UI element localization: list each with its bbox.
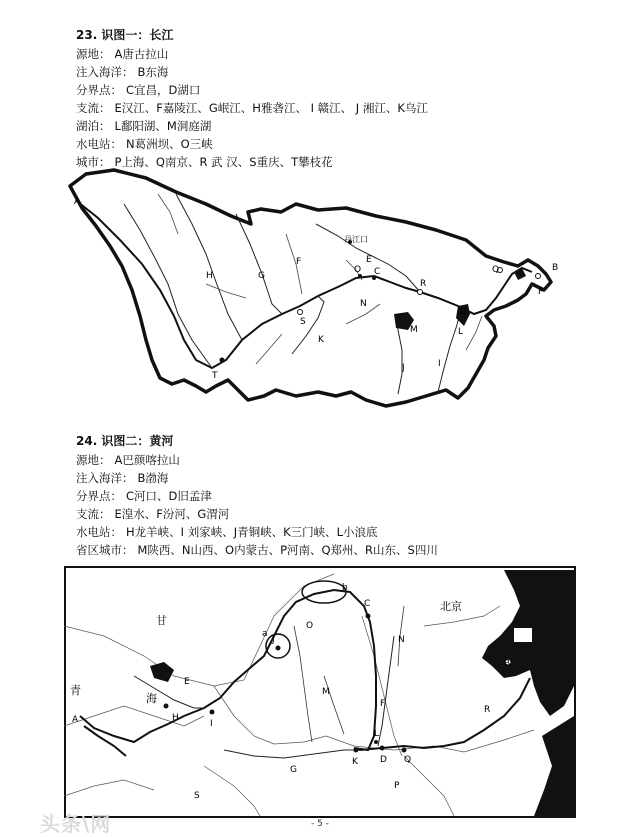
dot-k (354, 748, 359, 753)
map-label: I (438, 359, 441, 369)
division-line: 分界点： C河口、D旧孟津 (76, 489, 212, 503)
section-heading: 24. 识图二：黄河 (76, 434, 174, 448)
map-label: K (318, 335, 324, 345)
map-label: H (206, 271, 213, 281)
page-number: - 5 - (311, 819, 329, 829)
ocean-line: 注入海洋： B东海 (76, 65, 169, 79)
dot-l (374, 740, 378, 744)
map-label: F (296, 257, 302, 267)
map-label: Q (404, 755, 412, 765)
map-label: S (194, 791, 200, 801)
map-label: C (374, 267, 381, 277)
map-label: P (394, 781, 400, 791)
yellow-river-section (76, 432, 438, 559)
tributary-minor-1 (158, 194, 178, 234)
dot-d (380, 746, 385, 751)
city-dot-p (536, 274, 541, 279)
map-label: H (172, 713, 179, 723)
island-box (514, 628, 532, 642)
ocean-line: 注入海洋： B渤海 (76, 471, 169, 485)
map-label: P (538, 287, 544, 297)
tributary-k (292, 296, 324, 354)
map-label: R (420, 279, 427, 289)
map-label: E (366, 255, 372, 265)
watermark: 头条\网 (40, 812, 112, 836)
map-label: F (380, 699, 386, 709)
dot-h (164, 704, 169, 709)
city-dot-t (220, 358, 225, 363)
map-label: M (322, 687, 330, 697)
map-label: O (354, 265, 362, 275)
tributary-i (438, 314, 460, 392)
tributary-line: 支流： E汉江、F嘉陵江、G岷江、H雅砻江、 I 赣江、 J 湘江、K乌江 (76, 101, 428, 115)
map-label: G (290, 765, 297, 775)
map-label: M (410, 325, 418, 335)
division-line: 分界点： C宜昌，D湖口 (76, 83, 201, 97)
tributary-h (124, 204, 212, 368)
map-label: b (342, 583, 348, 593)
province-label-gan: 甘 (156, 614, 167, 627)
map-label: C (364, 599, 371, 609)
section-heading: 23. 识图一：长江 (76, 28, 174, 42)
city-dot-r (418, 290, 423, 295)
map-label: D (460, 307, 467, 317)
map-label: G (258, 271, 265, 281)
map-label: E (184, 677, 190, 687)
lake-line: 湖泊： L鄱阳湖、M洞庭湖 (76, 119, 212, 133)
dot-i (210, 710, 215, 715)
tributary-line: 支流： E湟水、F汾河、G渭河 (76, 507, 230, 521)
map-label: L (458, 327, 464, 337)
province-line: 省区城市： M陕西、N山西、O内蒙古、P河南、Q郑州、R山东、S四川 (76, 543, 438, 557)
source-line: 源地： A唐古拉山 (76, 47, 169, 61)
city-label-beijing: 北京 (440, 600, 462, 613)
map-frame (65, 567, 575, 817)
source-line: 源地： A巴颜喀拉山 (76, 453, 180, 467)
map-label: L (374, 729, 380, 739)
tributary-f (236, 214, 282, 314)
yangtze-section (76, 26, 428, 171)
map-label: B (504, 659, 511, 669)
map-label: O (306, 621, 314, 631)
map-label: J (402, 363, 405, 373)
map-label: T (212, 371, 218, 381)
dot-j (276, 646, 281, 651)
map-label: R (484, 705, 491, 715)
yellow-river-map (64, 566, 576, 818)
map-label: N (398, 635, 405, 645)
dot-c (366, 614, 371, 619)
yangtze-basin-map (56, 164, 566, 416)
hydro-line: 水电站： H龙羊峡、I 刘家峡、J青铜峡、K三门峡、L小浪底 (76, 525, 378, 539)
map-label: A (74, 197, 81, 207)
map-label: Q (492, 265, 500, 275)
map-label: K (352, 757, 358, 767)
tributary-minor-6 (256, 334, 282, 364)
tributary-minor-5 (466, 316, 482, 350)
dot-q (402, 748, 407, 753)
map-label: S (300, 317, 306, 327)
map-label: I (210, 719, 213, 729)
city-dot-s (298, 310, 303, 315)
map-label: J (272, 635, 275, 645)
hydro-line: 水电站： N葛洲坝、O三峡 (76, 137, 213, 151)
map-label: D (380, 755, 387, 765)
tributary-minor-2 (206, 284, 246, 298)
map-label: N (360, 299, 367, 309)
province-label-qing: 青 (70, 684, 81, 697)
map-label: a (262, 629, 268, 639)
city-line: 城市： P上海、Q南京、R 武 汉、S重庆、T攀枝花 (76, 155, 333, 169)
province-label-hai: 海 (146, 692, 157, 705)
map-label: B (552, 263, 559, 273)
map-label: A (72, 715, 79, 725)
basin-outline (70, 170, 551, 406)
danjiangkou-label: 丹江口 (344, 235, 368, 244)
